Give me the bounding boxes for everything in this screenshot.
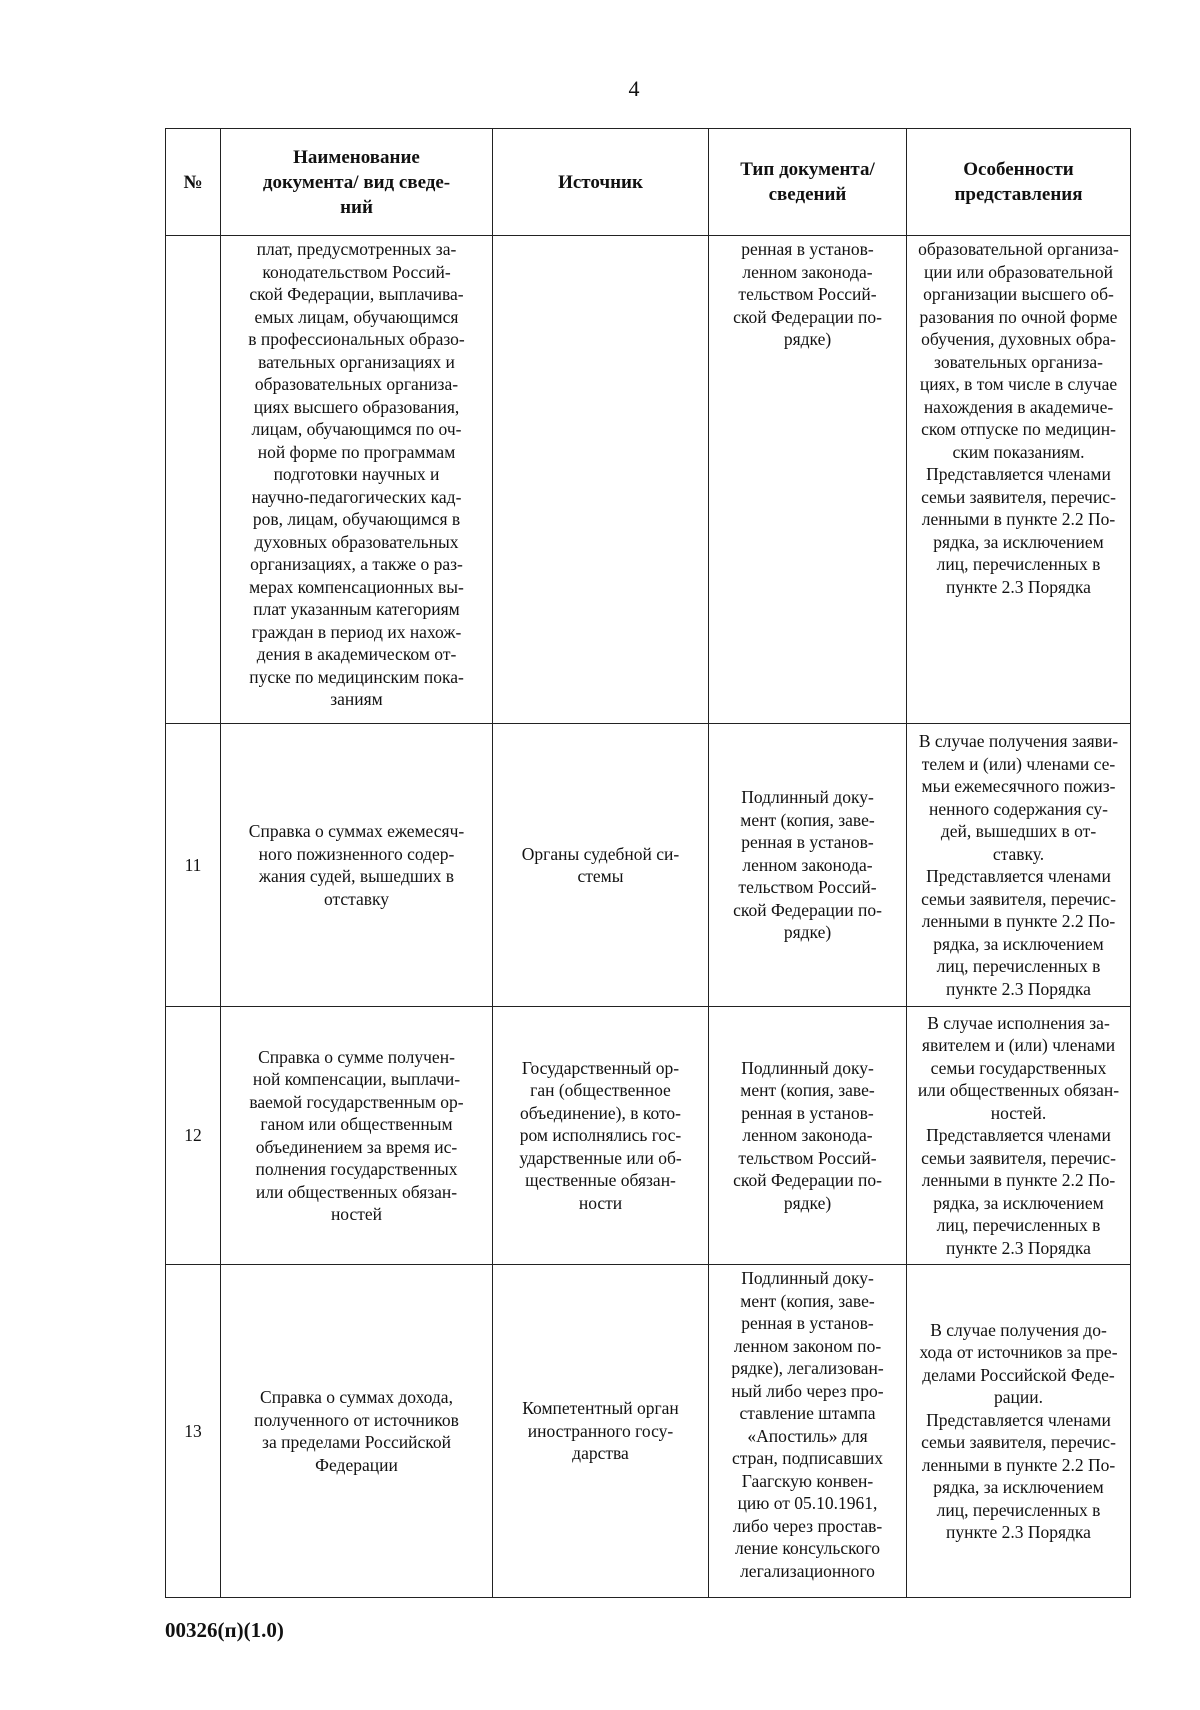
row-features: образовательной организа- ции или образовательной организации высшего об- разования по очной форме обучения, духовных обра- зовательных организа- циях, в том числе в случае нахождения в академиче- ском отпуске по медицин- ским показаниям. Представляется членами семьи заявителя, перечис- ленными в пункте 2.2 По- рядка, за исключением лиц, перечисленных в пункте 2.3 Порядка: [907, 236, 1131, 724]
row-document-name: плат, предусмотренных за- конодательством Россий- ской Федерации, выплачива- емых лицам, обучающимся в профессиональных образо- вательных организациях и образовательных организа- циях высшего образования, лицам, обучающимся по оч- ной форме по программам подготовки научных и научно-педагогических кад- ров, лицам, обучающимся в духовных образовательных организациях, а также о раз- мерах компенсационных вы- плат указанным категориям граждан в период их нахож- дения в академическом от- пуске по медицинским пока- заниям: [221, 236, 493, 724]
table-header-row: [166, 129, 1131, 236]
row-source: [493, 236, 709, 724]
row-number: 13: [166, 1265, 221, 1598]
header-document-type: Тип документа/ сведений: [709, 129, 907, 236]
row-document-name: Справка о сумме получен- ной компенсации, выплачи- ваемой государственным ор- ганом или общественным объединением за время ис- полнения государственных или общественных обязан- ностей: [221, 1007, 493, 1265]
table-row: [166, 1007, 1131, 1265]
table-row: [166, 1265, 1131, 1598]
row-features: В случае получения заяви- телем и (или) членами се- мьи ежемесячного пожиз- ненного содержания су- дей, вышедших в от- ставку. Представляется членами семьи заявителя, перечис- ленными в пункте 2.2 По- рядка, за исключением лиц, перечисленных в пункте 2.3 Порядка: [907, 724, 1131, 1007]
table-row: [166, 724, 1131, 1007]
row-document-name: Справка о суммах ежемесяч- ного пожизненного содер- жания судей, вышедших в отставку: [221, 724, 493, 1007]
row-features: В случае получения до- хода от источников за пре- делами Российской Феде- рации. Представляется членами семьи заявителя, перечис- ленными в пункте 2.2 По- рядка, за исключением лиц, перечисленных в пункте 2.3 Порядка: [907, 1265, 1131, 1598]
row-source: Компетентный орган иностранного госу- дарства: [493, 1265, 709, 1598]
row-source: Государственный ор- ган (общественное объединение), в кото- ром исполнялись гос- ударственные или об- щественные обязан- ности: [493, 1007, 709, 1265]
row-document-type: Подлинный доку- мент (копия, заве- ренная в установ- ленном законода- тельством Россий- ской Федерации по- рядке): [709, 1007, 907, 1265]
row-document-type: ренная в установ- ленном законода- тельством Россий- ской Федерации по- рядке): [709, 236, 907, 724]
document-code: 00326(п)(1.0): [165, 1618, 284, 1642]
row-number: 11: [166, 724, 221, 1007]
row-document-type: Подлинный доку- мент (копия, заве- ренная в установ- ленном законом по- рядке), легализован- ный либо через про- ставление штампа «Апостиль» для стран, подписавших Гаагскую конвен- цию от 05.10.1961, либо через простав- ление консульского легализационного: [709, 1265, 907, 1598]
row-source: Органы судебной си- стемы: [493, 724, 709, 1007]
row-document-name: Справка о суммах дохода, полученного от источников за пределами Российской Федерации: [221, 1265, 493, 1598]
row-document-type: Подлинный доку- мент (копия, заве- ренная в установ- ленном законода- тельством Россий- ской Федерации по- рядке): [709, 724, 907, 1007]
row-number: [166, 236, 221, 724]
header-document-name: Наименование документа/ вид сведе- ний: [221, 129, 493, 236]
row-number: 12: [166, 1007, 221, 1265]
documents-table: [165, 128, 1131, 1598]
table-row: [166, 236, 1131, 724]
header-features: Особенности представления: [907, 129, 1131, 236]
page-number: 4: [628, 76, 640, 101]
row-features: В случае исполнения за- явителем и (или) членами семьи государственных или общественных обязан- ностей. Представляется членами семьи заявителя, перечис- ленными в пункте 2.2 По- рядка, за исключением лиц, перечисленных в пункте 2.3 Порядка: [907, 1007, 1131, 1265]
header-number: №: [166, 129, 221, 236]
header-source: Источник: [493, 129, 709, 236]
